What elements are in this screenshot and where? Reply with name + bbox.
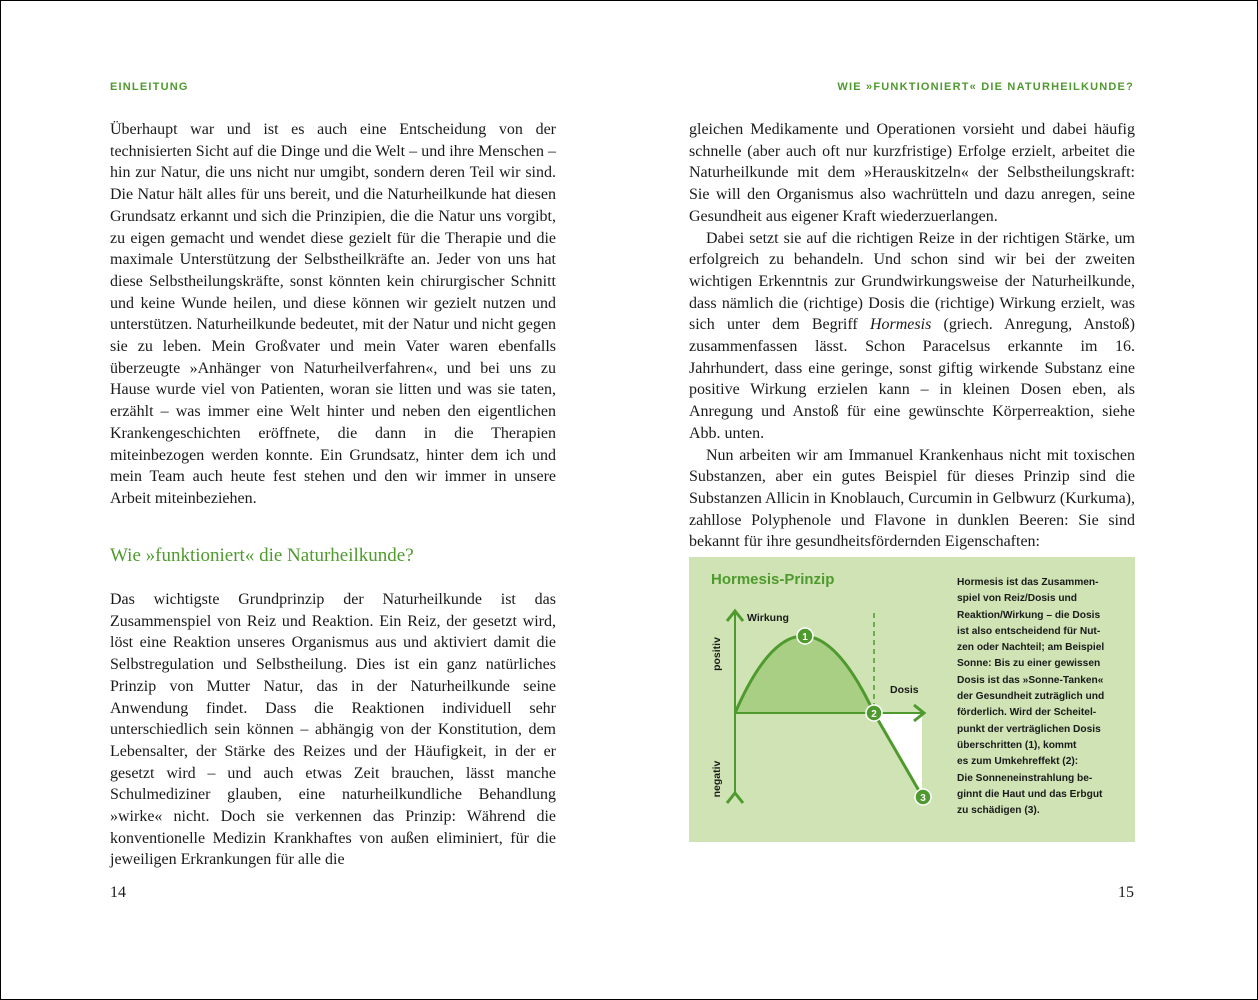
paragraph: Überhaupt war und ist es auch eine Entscheidung von der technisierten Sicht auf die Dinge und die Welt – und ihre Menschen – hin zur Natur, die uns nicht nur umgibt, sondern deren Teil wir sind. Die Natur hält alles für uns bereit, und die Naturheilkunde hat diesen Grundsatz erkannt und sich die Prinzipien, die die Natur uns vorgibt, zu eigen gemacht und wendet diese gezielt für die Therapie und die maximale Unterstützung der Selbstheilkräfte an. Jeder von uns hat diese Selbstheilungskräfte, sonst könnten kein chirurgischer Schnitt und keine Wunde heilen, und diese können wir gezielt nutzen und unterstützen. Naturheilkunde bedeutet, mit der Natur und nicht gegen sie zu leben. Mein Großvater und mein Vater waren ebenfalls überzeugte »Anhänger von Naturheilverfahren«, und bei uns zu Hause wurde viel von Patienten, woran sie litten und was sie taten, erzählt – was immer eine Welt hinter und neben den eigentlichen Krankengeschichten eröffnete, die dann in die Therapien miteinbezogen werden konnte. Ein Grundsatz, hinter dem ich und mein Team auch heute fest stehen und den wir immer in unsere Arbeit miteinbeziehen. <box>110 121 556 507</box>
caption-line: Hormesis ist das Zusammen- <box>957 577 1099 588</box>
running-head-right: WIE »FUNKTIONIERT« DIE NATURHEILKUNDE? <box>837 81 1134 93</box>
left-column-section <box>110 589 556 871</box>
caption-line: Die Sonneneinstrahlung be- <box>957 772 1093 784</box>
caption-line: überschritten (1), kommt <box>957 739 1077 751</box>
caption-line: ist also entscheidend für Nut- <box>957 625 1101 637</box>
negative-label: negativ <box>711 760 723 798</box>
marker-1-label: 1 <box>802 632 808 643</box>
positive-label: positiv <box>711 637 723 671</box>
caption-line: es zum Umkehreffekt (2): <box>957 756 1079 768</box>
caption-line: punkt der verträglichen Dosis <box>957 723 1101 735</box>
figure-title: Hormesis-Prinzip <box>711 571 835 588</box>
paragraph: gleichen Medikamente und Operationen vorsieht und dabei häufig schnelle (aber auch oft nur kurzfristige) Erfolge erzielt, arbeitet die Naturheilkunde mit dem »Herauskitzeln« der Selbstheilungskraft: Sie will den Organismus also wachrütteln und dazu anregen, seine Gesundheit aus eigener Kraft wiederzuerlangen. <box>689 121 1135 225</box>
running-head-left: EINLEITUNG <box>110 81 189 93</box>
text-run: (griech. Anregung, Anstoß) zusammenfassen lässt. Schon Paracelsus erkannte im 16. Jahrhundert, dass eine geringe, sonst giftig wirkende Substanz eine positive Wirkung erzielen kann – in kleinen Dosen eben, als Anregung und Anstoß für eine gewünschte Körperreaktion, siehe Abb. unten. <box>689 316 1136 442</box>
caption-line: Reaktion/Wirkung – die Dosis <box>957 609 1101 621</box>
paragraph: Nun arbeiten wir am Immanuel Krankenhaus nicht mit toxischen Substanzen, aber ein gutes Beispiel für dieses Prinzip sind die Substanzen Allicin in Knoblauch, Curcumin in Gelbwurz (Kurkuma), zahllose Polyphenole und Flavone in dunklen Beeren: Sie sind bekannt für ihre gesundheitsfördernden Eigenschaften: <box>689 446 1135 551</box>
marker-3-label: 3 <box>920 793 926 804</box>
figure-caption <box>957 575 1127 819</box>
right-column <box>689 119 1135 553</box>
caption-line: der Gesundheit zuträglich und <box>957 691 1105 703</box>
page-number-left: 14 <box>110 884 126 901</box>
caption-line: Sonne: Bis zu einer gewissen <box>957 658 1101 670</box>
hormesis-figure <box>689 557 1135 842</box>
paragraph <box>689 228 1135 445</box>
term-hormesis: Hormesis <box>869 316 932 334</box>
paragraph: Das wichtigste Grundprinzip der Naturheilkunde ist das Zusammenspiel von Reiz und Reaktion. Ein Reiz, der gesetzt wird, löst eine Reaktion unseres Organismus aus und aktiviert damit die Selbstregulation und Selbstheilung. Dies ist ein ganz natürliches Prinzip von Mutter Natur, das in der Naturheilkunde seine Anwendung findet. Dass die Reaktionen individuell sehr unterschiedlich sein können – abhängig von der Konstitution, dem Lebensalter, der Stärke des Reizes und der Häufigkeit, in der er gesetzt wird – und auch etwas Zeit brauchen, lässt manche Schulmediziner glauben, eine naturheilkundliche Behandlung »wirke« nicht. Doch sie verkennen das Prinzip: Während die konventionelle Medizin Krankhaftes von außen eliminiert, für die jeweiligen Erkrankungen für alle die <box>110 591 556 869</box>
page-number-right: 15 <box>1118 884 1134 901</box>
caption-line: zu schädigen (3). <box>957 805 1040 817</box>
x-axis-label: Dosis <box>890 684 919 696</box>
caption-line: förderlich. Wird der Scheitel- <box>957 707 1097 719</box>
caption-line: ginnt die Haut und das Erbgut <box>957 788 1103 800</box>
caption-line: Dosis ist das »Sonne-Tanken« <box>957 674 1104 686</box>
text-run: Dabei setzt sie auf die richtigen Reize in der richtigen Stärke, um erfolgreich zu behandeln. Und schon sind wir bei der zweiten wichtigen Erkenntnis zur Grundwirkungsweise der Naturheilkunde, dass nämlich die (richtige) Dosis die (richtige) Wirkung erzielt, was sich unter dem Begriff <box>689 229 1135 334</box>
section-heading: Wie »funktioniert« die Naturheilkunde? <box>110 545 414 566</box>
left-column-intro <box>110 119 556 510</box>
caption-line: zen oder Nachteil; am Beispiel <box>957 642 1105 654</box>
y-axis-label: Wirkung <box>747 612 789 624</box>
marker-2-label: 2 <box>871 709 877 720</box>
caption-line: spiel von Reiz/Dosis und <box>957 593 1078 605</box>
